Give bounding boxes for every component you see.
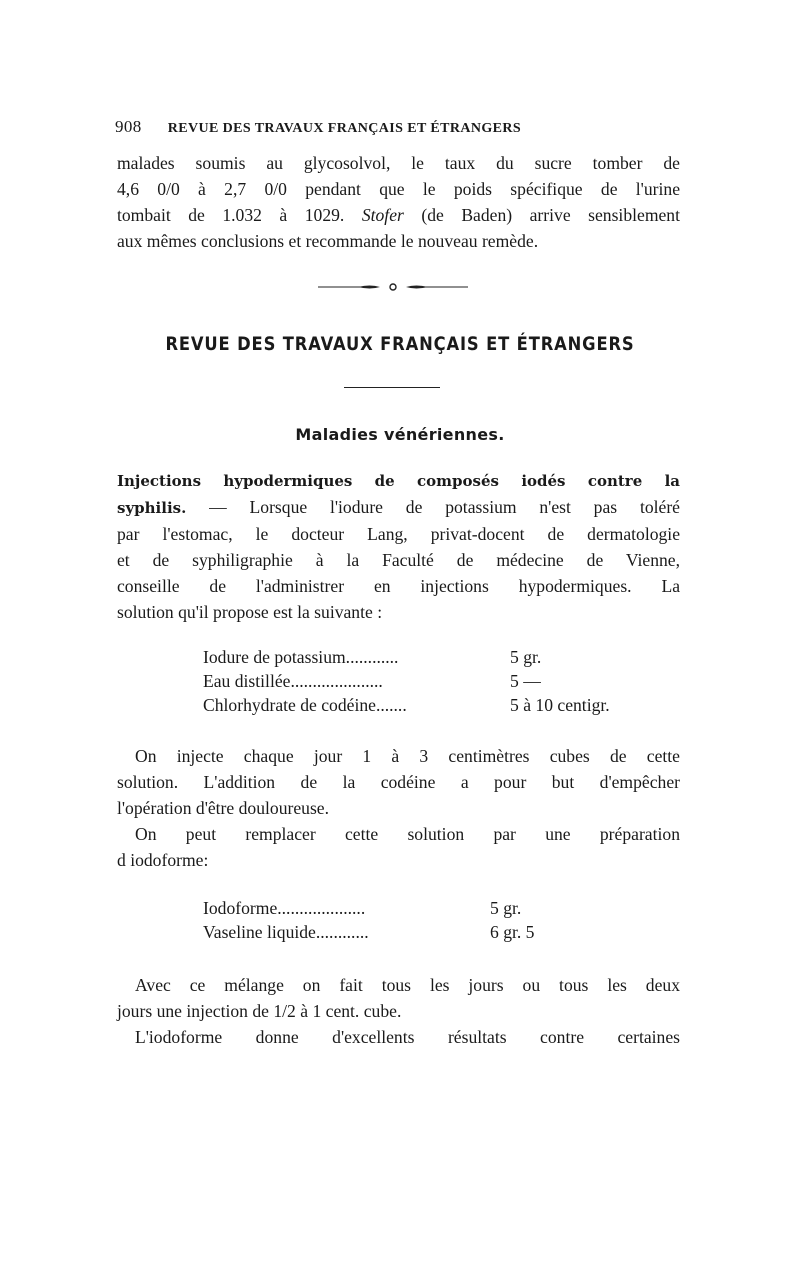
text-line: d iodoforme:	[117, 850, 209, 870]
text-line: conseille de l'administrer en injections hypodermiques. La	[117, 576, 680, 596]
text-fragment: tombait de 1.032 à 1029.	[117, 205, 362, 225]
article-paragraph	[117, 468, 680, 625]
author-name: Stofer	[361, 205, 404, 225]
text-line	[117, 202, 680, 228]
text-line: 4,6 0/0 à 2,7 0/0 pendant que le poids spécifique de l'urine	[117, 179, 680, 199]
text-line: malades soumis au glycosolvol, le taux du sucre tomber de	[117, 153, 680, 173]
text-line: solution qu'il propose est la suivante :	[117, 602, 383, 622]
ingredient: Iodoforme....................	[203, 898, 366, 918]
ornament-divider	[318, 283, 468, 291]
text-fragment: (de Baden) arrive sensiblement	[403, 205, 680, 225]
text-line: aux mêmes conclusions et recommande le nouveau remède.	[117, 231, 539, 251]
paragraph-2	[117, 743, 680, 873]
paragraph-3	[117, 972, 680, 1050]
dose: 5 gr.	[510, 647, 542, 667]
ingredient: Vaseline liquide............	[203, 922, 369, 942]
text-line: jours une injection de 1/2 à 1 cent. cube.	[117, 1001, 402, 1021]
text-line: par l'estomac, le docteur Lang, privat-docent de dermatologie	[117, 524, 680, 544]
running-head	[115, 117, 680, 137]
page-number: 908	[115, 117, 142, 136]
divider-rule	[344, 387, 440, 388]
article-heading-end: syphilis.	[117, 499, 187, 517]
dose: 5 gr.	[490, 898, 522, 918]
text-line: On injecte chaque jour 1 à 3 centimètres cubes de cette	[135, 746, 680, 766]
dose: 5 —	[510, 671, 541, 691]
text-line: Avec ce mélange on fait tous les jours ou tous les deux	[135, 975, 680, 995]
section-title: REVUE DES TRAVAUX FRANÇAIS ET ÉTRANGERS	[165, 333, 635, 355]
text-line: On peut remplacer cette solution par une préparation	[135, 824, 680, 844]
dose: 6 gr. 5	[490, 922, 535, 942]
text-line	[117, 494, 680, 521]
ingredient: Chlorhydrate de codéine.......	[203, 695, 407, 715]
ingredient: Iodure de potassium............	[203, 647, 399, 667]
subsection-title: Maladies vénériennes.	[295, 425, 505, 444]
text-line: L'iodoforme donne d'excellents résultats contre certaines	[135, 1027, 680, 1047]
dose: 5 à 10 centigr.	[510, 695, 610, 715]
text-line: solution. L'addition de la codéine a pour but d'empêcher	[117, 772, 680, 792]
running-title: REVUE DES TRAVAUX FRANÇAIS ET ÉTRANGERS	[167, 121, 522, 136]
text-fragment: — Lorsque l'iodure de potassium n'est pas toléré	[186, 497, 680, 517]
ingredient: Eau distillée.....................	[203, 671, 383, 691]
text-line: et de syphiligraphie à la Faculté de médecine de Vienne,	[117, 550, 680, 570]
text-line: l'opération d'être douloureuse.	[117, 798, 330, 818]
article-heading-line: Injections hypodermiques de composés iodés contre la	[117, 472, 680, 490]
intro-paragraph	[117, 150, 680, 254]
